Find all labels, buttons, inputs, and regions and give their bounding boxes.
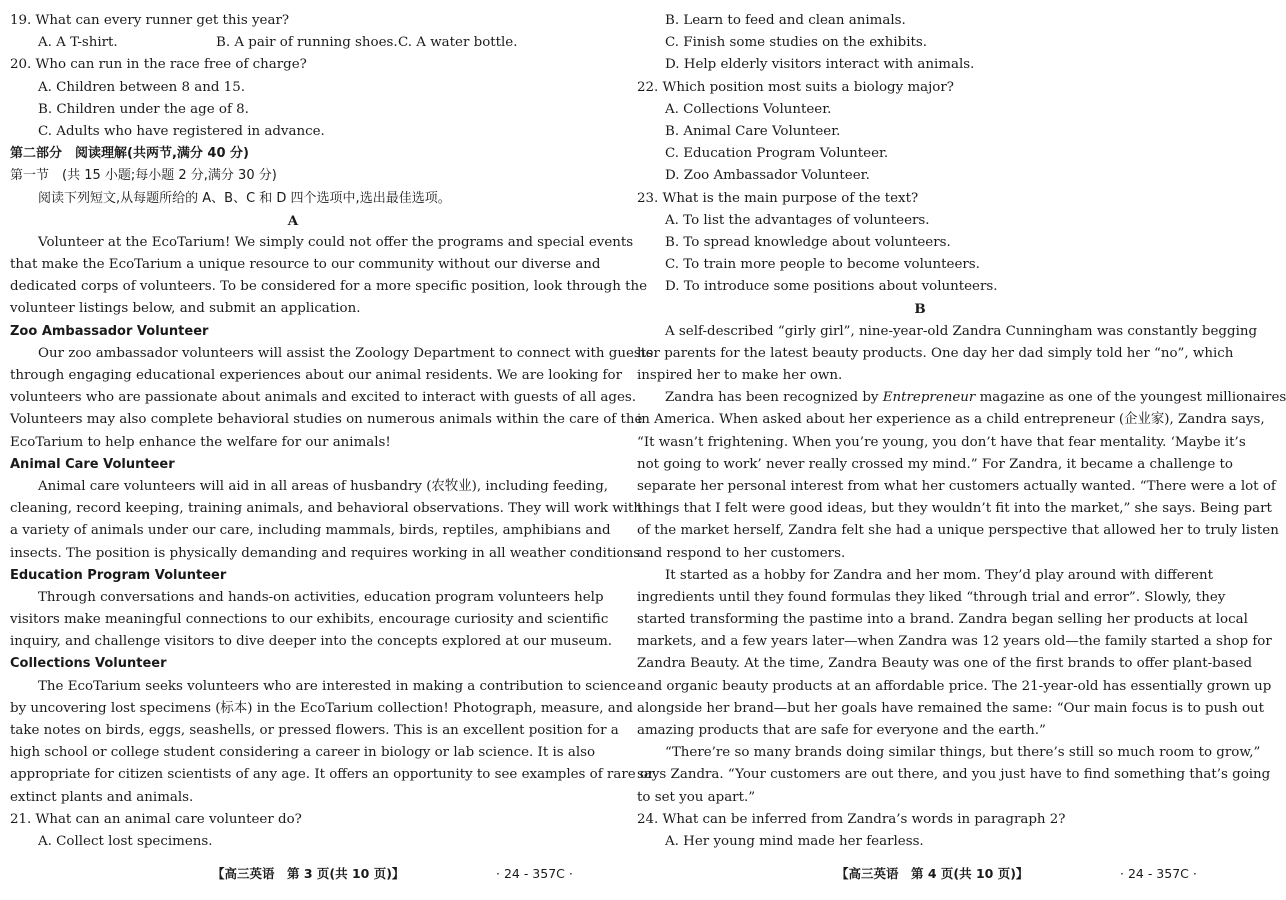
passage-b-p2-first-line [637,387,1286,409]
passage-b-p1-line: inspired her to make her own. [637,368,843,383]
right-page [637,10,1286,853]
passage-b-p2-line: things that I felt were good ideas, but they wouldn’t fit into the market,” she says. Being part [637,501,1272,517]
q19-option-c: C. A water bottle. [398,35,518,51]
q23-option-a: A. To list the advantages of volunteers. [665,212,930,228]
q21-option-d: D. Help elderly visitors interact with animals. [665,57,975,73]
passage-b-p3-line: markets, and a few years later—when Zandra was 12 years old—the family started a shop for [637,634,1272,650]
q24-stem: 24. What can be inferred from Zandra’s words in paragraph 2? [637,811,1066,827]
education-text-line: inquiry, and challenge visitors to dive deeper into the concepts explored at our museum. [10,634,613,650]
zoo-text-line: volunteers who are passionate about animals and excited to interact with guests of all ages. [10,390,637,406]
passage-a-label: A [287,212,299,229]
footer-page-4-code: · 24 - 357C · [1120,866,1197,881]
q22-option-d: D. Zoo Ambassador Volunteer. [665,168,870,184]
collections-text-line: take notes on birds, eggs, seashells, or pressed flowers. This is an excellent position for a [10,723,619,738]
q20-option-a: A. Children between 8 and 15. [38,79,245,95]
passage-b-p2-line: not going to work’ never really crossed my mind.” For Zandra, it became a challenge to [637,456,1233,472]
q21-option-c: C. Finish some studies on the exhibits. [665,35,927,51]
passage-b-p1-line: A self-described “girly girl”, nine-year-old Zandra Cunningham was constantly begging [665,323,1258,339]
education-text-line: Through conversations and hands-on activities, education program volunteers help [38,589,604,605]
q22-stem: 22. Which position most suits a biology major? [637,79,954,95]
passage-b-p3-line: and organic beauty products at an affordable price. The 21-year-old has essentially grown up [637,678,1272,694]
collections-text-line: high school or college student considering a career in biology or lab science. It is also [10,745,596,761]
passage-b-p4-line: to set you apart.” [637,789,756,805]
q22-option-c: C. Education Program Volunteer. [665,146,889,162]
animal-text-line: a variety of animals under our care, including mammals, birds, reptiles, amphibians and [10,523,611,539]
q22-option-b: B. Animal Care Volunteer. [665,123,841,139]
passage-b-p2-line: “It wasn’t frightening. When you’re young, you don’t have that fear mentality. ‘Maybe it’s [637,434,1246,450]
collections-text-line: The EcoTarium seeks volunteers who are interested in making a contribution to science [38,678,636,694]
q21-stem: 21. What can an animal care volunteer do? [10,811,302,827]
section-one-heading: 第一节 (共 15 小题;每小题 2 分,满分 30 分) [10,168,277,184]
passage-b-p3-line: alongside her brand—but her goals have remained the same: “Our main focus is to push out [637,700,1265,716]
passage-b-p2-line: of the market herself, Zandra felt she had a unique perspective that allowed her to truly listen [637,523,1279,539]
q24-option-a: A. Her young mind made her fearless. [665,833,924,849]
intro-line: volunteer listings below, and submit an application. [10,301,361,317]
education-text-line: visitors make meaningful connections to our exhibits, encourage curiosity and scientific [10,612,609,628]
passage-b-p4-line: says Zandra. “Your customers are out there, and you just have to find something that’s going [637,767,1271,783]
zoo-text-line: through engaging educational experiences about our animal residents. We are looking for [10,368,622,383]
collections-text-line: by uncovering lost specimens (标本) in the EcoTarium collection! Photograph, measure, and [10,700,633,716]
q23-option-b: B. To spread knowledge about volunteers. [665,234,951,250]
passage-b-label: B [914,301,926,318]
zoo-text-line: Our zoo ambassador volunteers will assist the Zoology Department to connect with guests [38,345,654,361]
animal-care-heading: Animal Care Volunteer [10,456,175,472]
magazine-name: Entrepreneur [882,390,976,406]
animal-text-line: insects. The position is physically demanding and requires working in all weather conditions. [10,545,645,561]
q20-option-b: B. Children under the age of 8. [38,101,249,117]
passage-b-p4-line: “There’re so many brands doing similar things, but there’s still so much room to grow,” [665,745,1261,761]
passage-b-p3-line: ingredients until they found formulas they liked “through trial and error”. Slowly, they [637,589,1226,605]
footer-page-3-code: · 24 - 357C · [496,866,573,881]
collections-text-line: extinct plants and animals. [10,789,194,805]
passage-b-p2-line: separate her personal interest from what her customers actually wanted. “There were a lot of [637,478,1276,494]
zoo-text-line: Volunteers may also complete behavioral studies on numerous animals within the care of the [10,412,643,428]
p2-text-pre: Zandra has been recognized by [665,390,883,406]
passage-b-p3-line: Zandra Beauty. At the time, Zandra Beauty was one of the first brands to offer plant-based [637,656,1253,672]
q20-stem: 20. Who can run in the race free of charge? [10,57,307,73]
q21-option-b: B. Learn to feed and clean animals. [665,13,906,28]
q19-stem: 19. What can every runner get this year? [10,13,290,28]
passage-b-p2-line: in America. When asked about her experience as a child entrepreneur (企业家), Zandra says, [637,412,1265,428]
collections-heading: Collections Volunteer [10,656,167,672]
animal-text-line: cleaning, record keeping, training animals, and behavioral observations. They will work with [10,501,642,517]
q23-stem: 23. What is the main purpose of the text? [637,190,919,206]
q21-option-a: A. Collect lost specimens. [38,833,213,849]
collections-text-line: appropriate for citizen scientists of any age. It offers an opportunity to see examples of rare or [10,767,655,783]
passage-b-p3-line: It started as a hobby for Zandra and her mom. They’d play around with different [665,567,1214,583]
q19-option-a: A. A T-shirt. [38,35,118,51]
intro-line: dedicated corps of volunteers. To be considered for a more specific position, look through the [10,279,648,295]
q19-option-b: B. A pair of running shoes. [216,35,398,51]
animal-text-line: Animal care volunteers will aid in all areas of husbandry (农牧业), including feeding, [38,478,609,494]
q23-option-c: C. To train more people to become volunteers. [665,257,980,273]
q22-option-a: A. Collections Volunteer. [665,101,832,117]
intro-line: that make the EcoTarium a unique resource to our community without our diverse and [10,257,601,273]
passage-b-p3-line: started transforming the pastime into a brand. Zandra began selling her products at local [637,612,1248,628]
passage-b-p3-line: amazing products that are safe for everyone and the earth.” [637,723,1046,738]
intro-line: Volunteer at the EcoTarium! We simply could not offer the programs and special events [38,234,634,250]
q19-options [10,32,576,54]
footer-page-4-title: 【高三英语 第 4 页(共 10 页)】 [836,866,1029,881]
passage-b-p2-line: and respond to her customers. [637,545,846,561]
footer-page-3-title: 【高三英语 第 3 页(共 10 页)】 [212,866,405,881]
q20-option-c: C. Adults who have registered in advance. [38,123,325,139]
zoo-ambassador-heading: Zoo Ambassador Volunteer [10,323,209,339]
zoo-text-line: EcoTarium to help enhance the welfare for our animals! [10,434,391,450]
passage-b-p1-line: her parents for the latest beauty products. One day her dad simply told her “no”, which [637,345,1234,361]
p2-text-post: magazine as one of the youngest millionaires [975,390,1286,406]
reading-instruction: 阅读下列短文,从每题所给的 A、B、C 和 D 四个选项中,选出最佳选项。 [38,190,451,206]
left-page [10,10,655,853]
part-two-heading: 第二部分 阅读理解(共两节,满分 40 分) [10,146,249,162]
q23-option-d: D. To introduce some positions about volunteers. [665,279,998,295]
education-program-heading: Education Program Volunteer [10,567,227,583]
